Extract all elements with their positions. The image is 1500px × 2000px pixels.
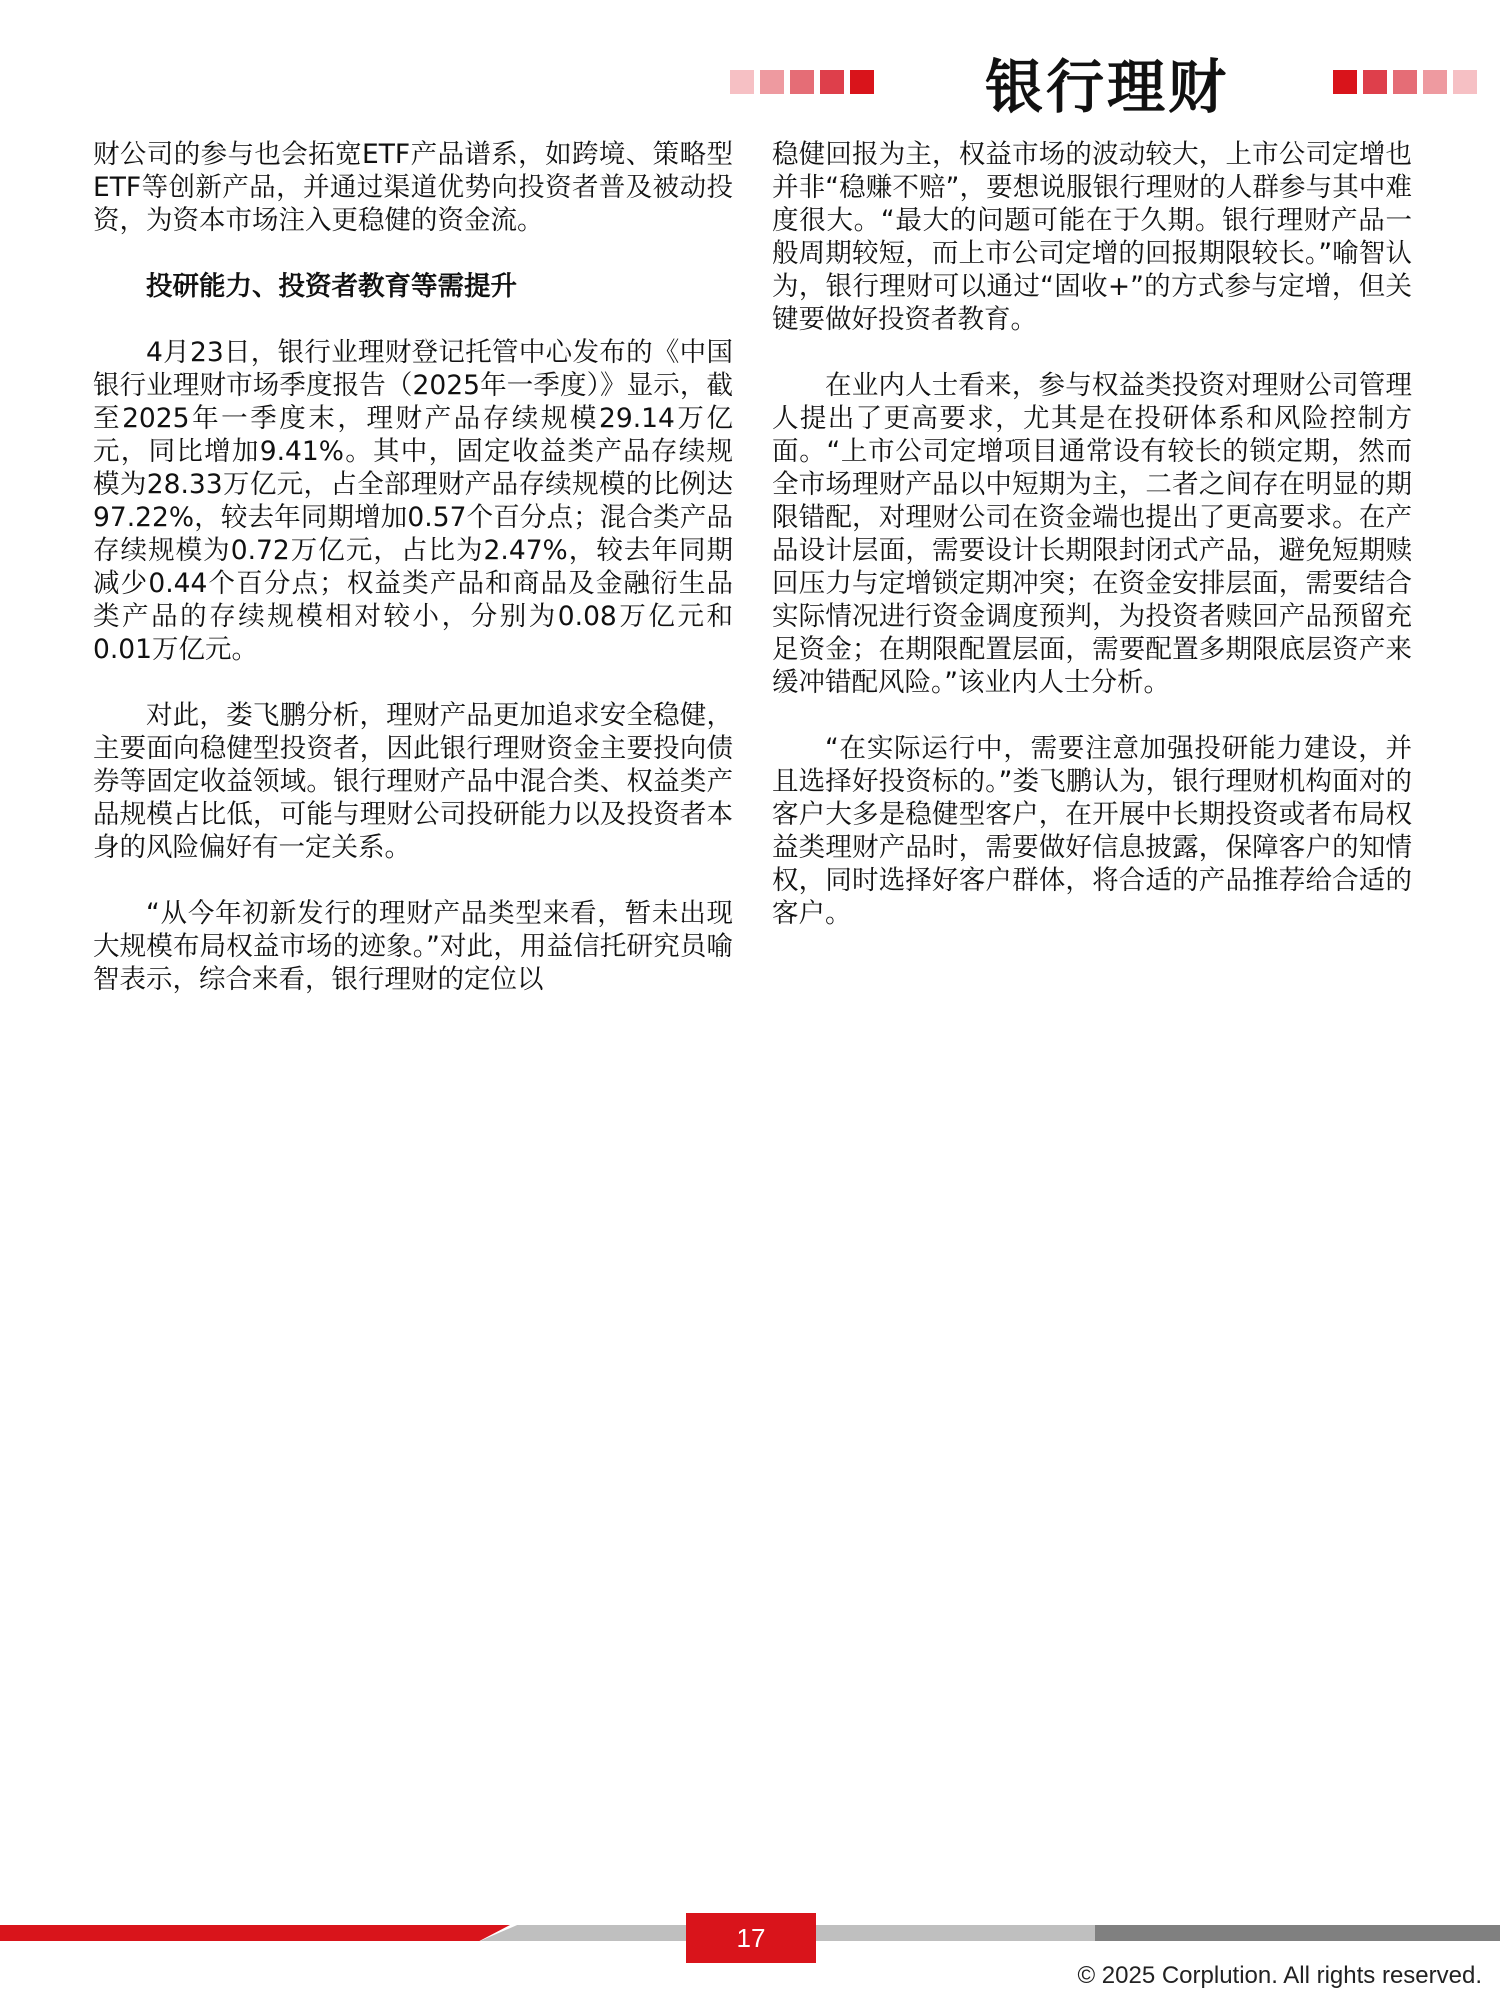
page-number: 17	[686, 1913, 816, 1963]
decor-square	[730, 70, 754, 94]
paragraph: “在实际运行中，需要注意加强投研能力建设，并且选择好投资标的。”娄飞鹏认为，银行理财机构面对的客户大多是稳健型客户，在开展中长期投资或者布局权益类理财产品时，需要做好信息披露，保障客户的知情权，同时选择好客户群体，将合适的产品推荐给合适的客户。	[772, 733, 1412, 929]
footer-bar-red	[0, 1925, 510, 1941]
subheading: 投研能力、投资者教育等需提升	[146, 271, 517, 302]
decor-square	[1363, 70, 1387, 94]
decor-square	[1453, 70, 1477, 94]
paragraph: 财公司的参与也会拓宽ETF产品谱系，如跨境、策略型ETF等创新产品，并通过渠道优势向投资者普及被动投资，为资本市场注入更稳健的资金流。	[93, 139, 733, 236]
decor-square	[760, 70, 784, 94]
article-column-right	[772, 138, 1412, 963]
decor-square	[1333, 70, 1357, 94]
decor-square	[790, 70, 814, 94]
decor-square	[820, 70, 844, 94]
paragraph: “从今年初新发行的理财产品类型来看，暂未出现大规模布局权益市场的迹象。”对此，用益信托研究员喻智表示，综合来看，银行理财的定位以	[93, 898, 733, 995]
paragraph: 4月23日，银行业理财登记托管中心发布的《中国银行业理财市场季度报告（2025年一季度）》显示，截至2025年一季度末，理财产品存续规模29.14万亿元，同比增加9.41%。其中，固定收益类产品存续规模为28.33万亿元，占全部理财产品存续规模的比例达97.22%，较去年同期增加0.57个百分点；混合类产品存续规模为0.72万亿元，占比为2.47%，较去年同期减少0.44个百分点；权益类产品和商品及金融衍生品类产品的存续规模相对较小，分别为0.08万亿元和0.01万亿元。	[93, 337, 733, 665]
decor-square	[1423, 70, 1447, 94]
paragraph: 对此，娄飞鹏分析，理财产品更加追求安全稳健，主要面向稳健型投资者，因此银行理财资金主要投向债券等固定收益领域。银行理财产品中混合类、权益类产品规模占比低，可能与理财公司投研能力以及投资者本身的风险偏好有一定关系。	[93, 700, 733, 863]
paragraph: 在业内人士看来，参与权益类投资对理财公司管理人提出了更高要求，尤其是在投研体系和风险控制方面。“上市公司定增项目通常设有较长的锁定期，然而全市场理财产品以中短期为主，二者之间存在明显的期限错配，对理财公司在资金端也提出了更高要求。在产品设计层面，需要设计长期限封闭式产品，避免短期赎回压力与定增锁定期冲突；在资金安排层面，需要结合实际情况进行资金调度预判，为投资者赎回产品预留充足资金；在期限配置层面，需要配置多期限底层资产来缓冲错配风险。”该业内人士分析。	[772, 370, 1412, 698]
header-decoration-right	[1333, 70, 1477, 94]
paragraph: 稳健回报为主，权益市场的波动较大，上市公司定增也并非“稳赚不赔”，要想说服银行理财的人群参与其中难度很大。“最大的问题可能在于久期。银行理财产品一般周期较短，而上市公司定增的回报期限较长。”喻智认为，银行理财可以通过“固收+”的方式参与定增，但关键要做好投资者教育。	[772, 139, 1412, 335]
decor-square	[1393, 70, 1417, 94]
section-title: 银行理财	[985, 53, 1230, 121]
copyright-notice: © 2025 Corplution. All rights reserved.	[1077, 1962, 1482, 1989]
header-decoration-left	[730, 70, 874, 94]
decor-square	[850, 70, 874, 94]
footer-bar-dark	[1095, 1925, 1500, 1941]
article-column-left	[93, 138, 733, 1029]
